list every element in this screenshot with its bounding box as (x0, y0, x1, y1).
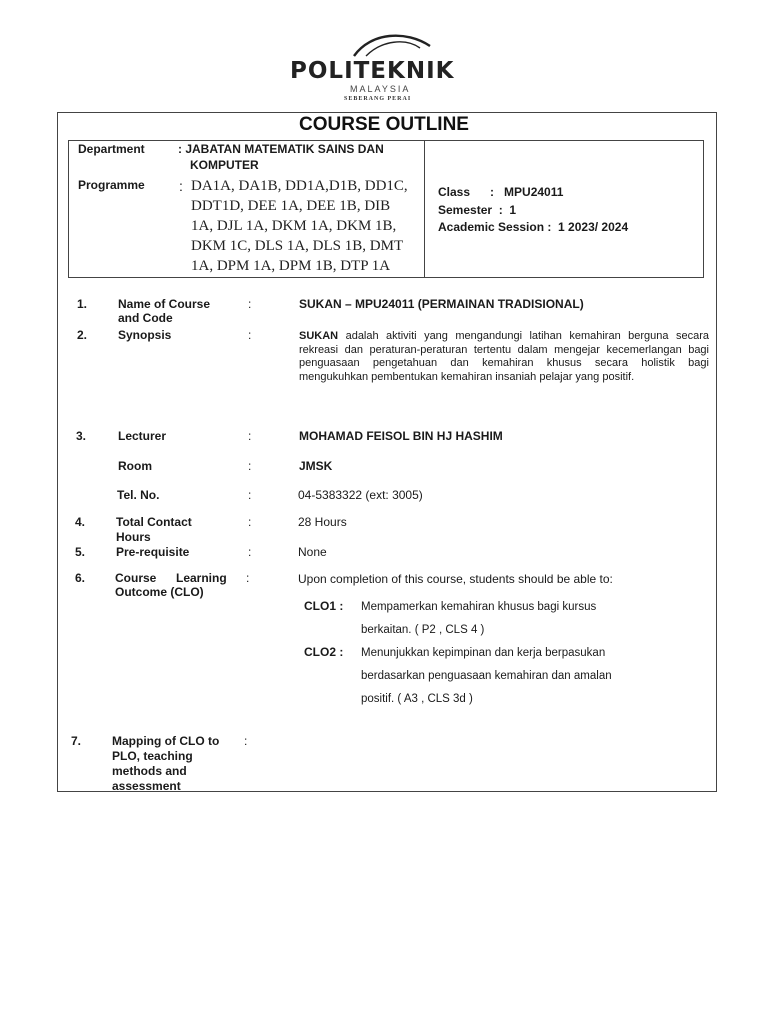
item-label-prerequisite: Pre-requisite (116, 545, 190, 559)
item-number-2: 2. (77, 328, 88, 342)
clo2-line-3: positif. ( A3 , CLS 3d ) (361, 693, 473, 705)
item-number-1: 1. (77, 297, 88, 311)
item-colon-3: : (248, 429, 252, 443)
synopsis-line-5: pelajar yang positif. (539, 370, 635, 383)
item-label-clo-word1: Course (115, 571, 157, 585)
politeknik-logo (286, 30, 476, 102)
semester-info: Semester : 1 (438, 203, 517, 217)
session-info: Academic Session : 1 2023/ 2024 (438, 220, 629, 234)
item-label-mapping-line3: methods and (112, 764, 187, 778)
item-number-6: 6. (75, 571, 86, 585)
item-label-contact-line1: Total Contact (116, 515, 192, 529)
item-colon-1: : (248, 297, 252, 311)
department-value-line1: : JABATAN MATEMATIK SAINS DAN (178, 142, 384, 156)
clo1-line-1: Mempamerkan kemahiran khusus bagi kursus (361, 601, 597, 613)
synopsis-line-4: secara holistik bagi mengukuhkan pembentukan kemahiran insaniah (299, 357, 709, 383)
programme-line-5: 1A, DPM 1A, DPM 1B, DTP 1A (191, 258, 391, 274)
lecturer-value: MOHAMAD FEISOL BIN HJ HASHIM (299, 429, 503, 443)
programme-colon: : (179, 178, 183, 194)
info-box-divider (424, 141, 425, 277)
item-label-synopsis: Synopsis (118, 328, 172, 342)
logo-swoosh-icon (346, 30, 436, 60)
item-label-clo-word2: Learning (176, 571, 227, 585)
synopsis-keyword: SUKAN (299, 330, 339, 342)
programme-label: Programme (78, 178, 145, 192)
contact-hours-value: 28 Hours (298, 515, 347, 529)
prerequisite-value: None (298, 545, 327, 559)
clo1-line-2: berkaitan. ( P2 , CLS 4 ) (361, 624, 485, 636)
item-label-tel: Tel. No. (117, 488, 160, 502)
synopsis-line-2: secara rekreasi dan peraturan-peraturan tertentu dalam mengejar (299, 330, 709, 356)
page-title: COURSE OUTLINE (299, 114, 469, 135)
clo-intro: Upon completion of this course, students should be able to: (298, 572, 613, 586)
logo-wordmark: POLITEKNIK (290, 58, 455, 84)
course-name-value: SUKAN – MPU24011 (PERMAINAN TRADISIONAL) (299, 297, 584, 311)
item-number-3: 3. (76, 429, 87, 443)
room-value: JMSK (299, 459, 333, 473)
item-colon-4: : (248, 515, 252, 529)
tel-value: 04-5383322 (ext: 3005) (298, 488, 423, 502)
item-colon-6: : (246, 571, 250, 585)
department-label: Department (78, 142, 145, 156)
clo2-line-1: Menunjukkan kepimpinan dan kerja berpasukan (361, 647, 606, 659)
programme-line-1: DA1A, DA1B, DD1A,D1B, DD1C, (191, 178, 408, 194)
item-label-clo-line2: Outcome (CLO) (115, 585, 204, 599)
synopsis-line-3: kecemerlangan bagi penguasaan pengetahuan dan kemahiran khusus (299, 343, 709, 369)
item-number-5: 5. (75, 545, 86, 559)
item-label-lecturer: Lecturer (118, 429, 167, 443)
department-value-line2: KOMPUTER (190, 158, 259, 172)
programme-line-2: DDT1D, DEE 1A, DEE 1B, DIB (191, 198, 391, 214)
item-colon-room: : (248, 459, 252, 473)
item-label-contact-line2: Hours (116, 530, 151, 544)
item-label-mapping-line1: Mapping of CLO to (112, 734, 220, 748)
item-colon-5: : (248, 545, 252, 559)
programme-line-4: DKM 1C, DLS 1A, DLS 1B, DMT (191, 238, 404, 254)
clo1-code: CLO1 : (304, 599, 344, 613)
item-label-course-line1: Name of Course (118, 297, 211, 311)
synopsis-text (299, 330, 709, 384)
logo-subtitle: MALAYSIA (350, 84, 411, 94)
item-number-7: 7. (71, 734, 82, 748)
synopsis-line-1: adalah aktiviti yang mengandungi latihan kemahiran berguna (345, 330, 669, 342)
programme-line-3: 1A, DJL 1A, DKM 1A, DKM 1B, (191, 218, 397, 234)
item-number-4: 4. (75, 515, 86, 529)
item-label-mapping-line2: PLO, teaching (112, 749, 193, 763)
item-label-room: Room (118, 459, 152, 473)
logo-location: SEBERANG PERAI (344, 96, 412, 102)
item-label-mapping-line4: assessment (112, 779, 181, 793)
item-colon-2: : (248, 328, 252, 342)
clo2-code: CLO2 : (304, 645, 344, 659)
class-info: Class : MPU24011 (438, 185, 564, 199)
clo2-line-2: berdasarkan penguasaan kemahiran dan amalan (361, 670, 612, 682)
item-colon-tel: : (248, 488, 252, 502)
item-colon-7: : (244, 734, 248, 748)
item-label-course-line2: and Code (118, 311, 173, 325)
